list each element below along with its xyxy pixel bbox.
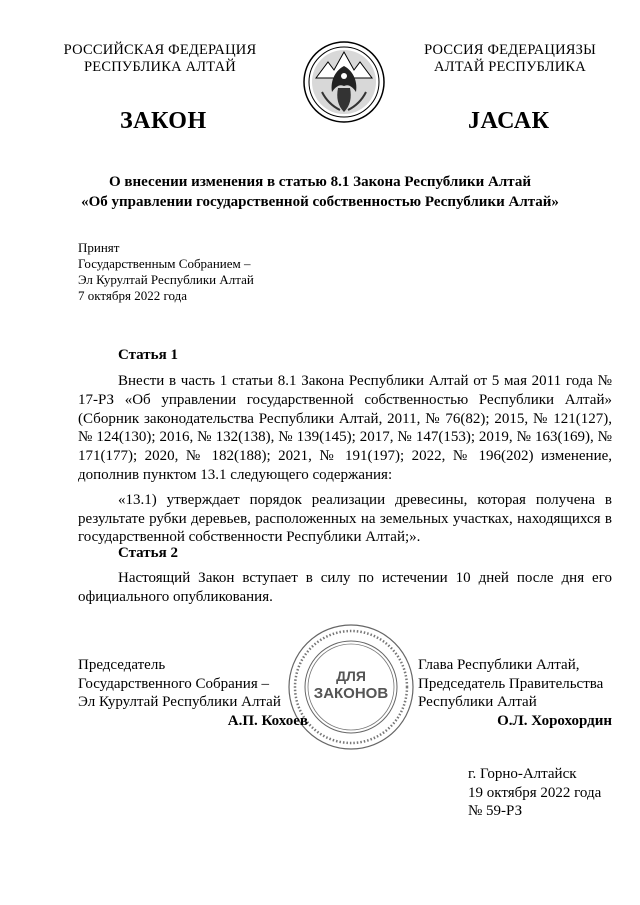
footer-city: г. Горно-Алтайск bbox=[468, 766, 577, 782]
law-title-right: ЈАСАК bbox=[468, 108, 550, 134]
signature-right-line3: Республики Алтай bbox=[418, 694, 537, 710]
article2-heading: Статья 2 bbox=[118, 545, 178, 561]
adoption-line2: Государственным Собранием – bbox=[78, 256, 251, 271]
header-right-line2: АЛТАЙ РЕСПУБЛИКА bbox=[434, 59, 586, 75]
article2-body bbox=[78, 569, 612, 607]
header-right bbox=[400, 42, 620, 76]
altai-republic-emblem-icon bbox=[302, 40, 386, 124]
law-name-line1: О внесении изменения в статью 8.1 Закона Республики Алтай bbox=[109, 174, 531, 190]
signature-right-line1: Глава Республики Алтай, bbox=[418, 657, 580, 673]
article2-paragraph1: Настоящий Закон вступает в силу по истечении 10 дней после дня его официального опубликования. bbox=[78, 570, 612, 605]
footer-date: 19 октября 2022 года bbox=[468, 784, 602, 801]
adoption-date: 7 октября 2022 года bbox=[78, 288, 187, 303]
stamp-line2: ЗАКОНОВ bbox=[313, 685, 389, 702]
footer-number: № 59-РЗ bbox=[468, 803, 523, 819]
signature-right bbox=[418, 656, 612, 730]
article1-heading: Статья 1 bbox=[118, 347, 178, 363]
header-left-line2: РЕСПУБЛИКА АЛТАЙ bbox=[84, 59, 236, 75]
signature-left-line2: Государственного Собрания – bbox=[78, 675, 269, 692]
adoption-block bbox=[78, 240, 338, 304]
adoption-line1: Принят bbox=[78, 240, 120, 255]
law-title-left: ЗАКОН bbox=[120, 108, 207, 134]
header-left bbox=[40, 42, 280, 76]
header-right-line1: РОССИЯ ФЕДЕРАЦИЯЗЫ bbox=[424, 42, 596, 58]
signature-right-line2: Председатель Правительства bbox=[418, 675, 604, 692]
stamp-line1: ДЛЯ bbox=[336, 668, 366, 684]
footer-block bbox=[468, 765, 628, 821]
signature-left-line3: Эл Курултай Республики Алтай bbox=[78, 694, 281, 710]
header-left-line1: РОССИЙСКАЯ ФЕДЕРАЦИЯ bbox=[63, 42, 257, 58]
signature-left-name: А.П. Кохоев bbox=[227, 712, 308, 729]
article1-paragraph1: Внести в часть 1 статьи 8.1 Закона Республики Алтай от 5 мая 2011 года № 17-РЗ «Об управлении государственной собственностью Республики Алтай» (Сборник законодательства Республики Алтай, 2011, № 76(82); 2015, № 121(127), № 124(130); 2016, № 132(138), № 139(145); 2017, № 147(153); 2019, № 163(169), № 171(177); 2020, № 182(188); 2021, № 191(197); 2022, № 196(202) изменение, дополнив пунктом 13.1 следующего содержания: bbox=[78, 373, 612, 483]
law-name bbox=[40, 172, 600, 212]
article1-body bbox=[78, 372, 612, 547]
article1-paragraph2: «13.1) утверждает порядок реализации древесины, которая получена в результате рубки деревьев, расположенных на земельных участках, находящихся в государственной собственности Республики Алтай;». bbox=[78, 491, 612, 546]
law-name-line2: «Об управлении государственной собственностью Республики Алтай» bbox=[81, 194, 559, 210]
signature-right-name: О.Л. Хорохордин bbox=[497, 712, 612, 729]
signature-left-line1: Председатель bbox=[78, 657, 166, 673]
signature-left bbox=[78, 656, 308, 730]
adoption-line3: Эл Курултай Республики Алтай bbox=[78, 272, 254, 287]
